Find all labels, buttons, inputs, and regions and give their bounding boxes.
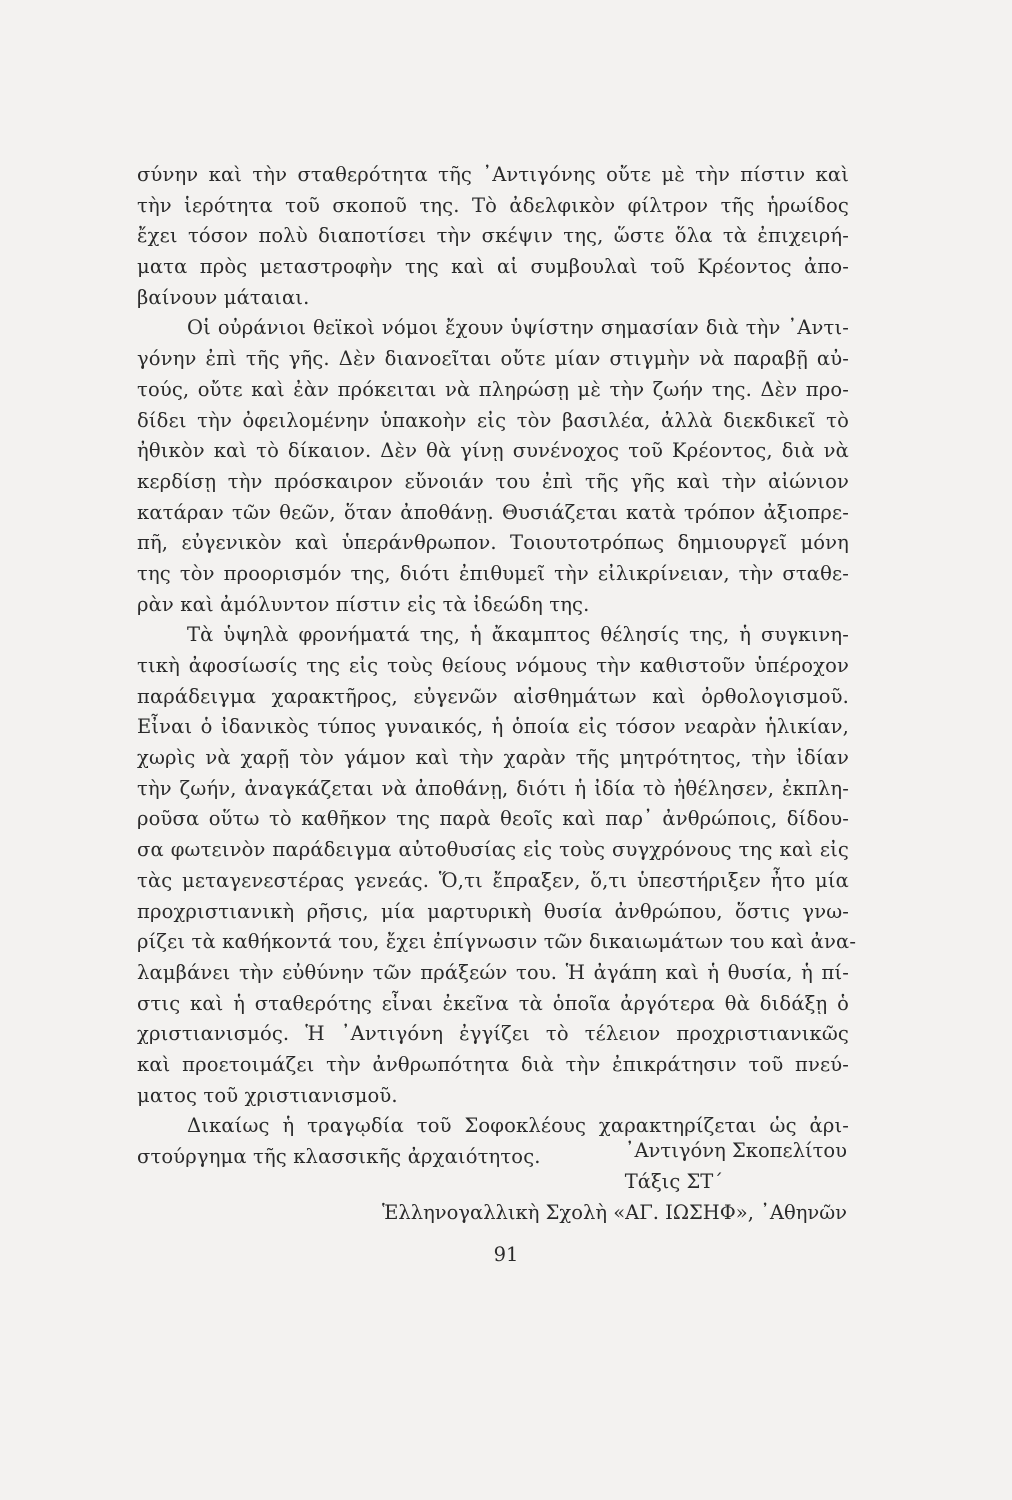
text-line: τικὴ ἀφοσίωσίς της εἰς τοὺς θείους νόμους τὴν καθιστοῦν ὑπέροχον [137, 654, 849, 677]
text-line: λαμβάνει τὴν εὐθύνην τῶν πράξεών του. Ἡ ἀγάπη καὶ ἡ θυσία, ἡ πί- [137, 960, 849, 984]
text-line: ἔχει τόσον πολὺ διαποτίσει τὴν σκέψιν της, ὥστε ὅλα τὰ ἐπιχειρή- [137, 224, 849, 248]
text-line: Οἱ οὐράνιοι θεϊκοὶ νόμοι ἔχουν ὑψίστην σημασίαν διὰ τὴν ᾿Αντι- [187, 316, 849, 340]
author-school: Ἑλληνογαλλικὴ Σχολὴ «ΑΓ. ΙΩΣΗΦ», ᾿Αθηνῶν [381, 1201, 847, 1224]
text-line: δίδει τὴν ὀφειλομένην ὑπακοὴν εἰς τὸν βασιλέα, ἀλλὰ διεκδικεῖ τὸ [137, 408, 849, 432]
text-line: γόνην ἐπὶ τῆς γῆς. Δὲν διανοεῖται οὔτε μίαν στιγμὴν νὰ παραβῇ αὐ- [137, 347, 849, 371]
text-line: παράδειγμα χαρακτῆρος, εὐγενῶν αἰσθημάτων καὶ ὀρθολογισμοῦ. [137, 684, 849, 708]
text-line: τὴν ζωήν, ἀναγκάζεται νὰ ἀποθάνῃ, διότι ἡ ἰδία τὸ ἠθέλησεν, ἐκπλη- [137, 776, 849, 800]
text-line: τὰς μεταγενεστέρας γενεάς. Ὅ,τι ἔπραξεν, ὅ,τι ὑπεστήριξεν ἦτο μία [137, 868, 849, 892]
page-number: 91 [493, 1243, 519, 1266]
text-line: πῆ, εὐγενικὸν καὶ ὑπεράνθρωπον. Τοιουτοτρόπως δημιουργεῖ μόνη [137, 531, 849, 555]
text-line: καὶ προετοιμάζει τὴν ἀνθρωπότητα διὰ τὴν ἐπικράτησιν τοῦ πνεύ- [137, 1052, 849, 1076]
text-line: χωρὶς νὰ χαρῇ τὸν γάμον καὶ τὴν χαρὰν τῆς μητρότητος, τὴν ἰδίαν [137, 746, 849, 770]
text-line: κατάραν τῶν θεῶν, ὅταν ἀποθάνῃ. Θυσιάζεται κατὰ τρόπον ἀξιοπρε- [137, 500, 849, 524]
text-line: βαίνουν μάταιαι. [137, 285, 310, 309]
text-line: χριστιανισμός. Ἡ ᾿Αντιγόνη ἐγγίζει τὸ τέλειον προχριστιανικῶς [137, 1022, 849, 1046]
text-line: κερδίσῃ τὴν πρόσκαιρον εὔνοιάν του ἐπὶ τῆς γῆς καὶ τὴν αἰώνιον [137, 469, 849, 493]
text-line: Δικαίως ἡ τραγῳδία τοῦ Σοφοκλέους χαρακτηρίζεται ὡς ἀρι- [187, 1114, 849, 1138]
signature-block [382, 1135, 847, 1228]
text-line: ματος τοῦ χριστιανισμοῦ. [137, 1083, 398, 1107]
text-line: προχριστιανικὴ ρῆσις, μία μαρτυρικὴ θυσία ἀνθρώπου, ὅστις γνω- [137, 899, 849, 923]
text-line: Τὰ ὑψηλὰ φρονήματά της, ἡ ἄκαμπτος θέλησίς της, ἡ συγκινη- [187, 623, 849, 647]
text-line: στούργημα τῆς κλασσικῆς ἀρχαιότητος. [137, 1145, 541, 1168]
text-line: της τὸν προορισμόν της, διότι ἐπιθυμεῖ τὴν εἰλικρίνειαν, τὴν σταθε- [137, 561, 849, 585]
text-line: σα φωτεινὸν παράδειγμα αὐτοθυσίας εἰς τοὺς συγχρόνους της καὶ εἰς [137, 838, 849, 862]
text-line: τὴν ἱερότητα τοῦ σκοποῦ της. Τὸ ἀδελφικὸν φίλτρον τῆς ἡρωίδος [137, 193, 849, 217]
author-name: ᾿Αντιγόνη Σκοπελίτου [624, 1139, 847, 1162]
body-text [137, 160, 857, 1173]
text-line: ἠθικὸν καὶ τὸ δίκαιον. Δὲν θὰ γίνῃ συνένοχος τοῦ Κρέοντος, διὰ νὰ [137, 439, 849, 463]
text-line: τούς, οὔτε καὶ ἐὰν πρόκειται νὰ πληρώσῃ μὲ τὴν ζωήν της. Δὲν προ- [137, 377, 849, 401]
text-line: Εἶναι ὁ ἰδανικὸς τύπος γυναικός, ἡ ὁποία εἰς τόσον νεαρὰν ἡλικίαν, [137, 715, 849, 739]
text-line: ρὰν καὶ ἀμόλυντον πίστιν εἰς τὰ ἰδεώδη της. [137, 592, 590, 616]
text-line: στις καὶ ἡ σταθερότης εἶναι ἐκεῖνα τὰ ὁποῖα ἀργότερα θὰ διδάξῃ ὁ [137, 991, 849, 1015]
text-line: ρίζει τὰ καθήκοντά του, ἔχει ἐπίγνωσιν τῶν δικαιωμάτων του καὶ ἀνα- [137, 930, 857, 954]
text-line: σύνην καὶ τὴν σταθερότητα τῆς ᾿Αντιγόνης οὔτε μὲ τὴν πίστιν καὶ [137, 163, 849, 186]
text-line: ροῦσα οὕτω τὸ καθῆκον της παρὰ θεοῖς καὶ παρ᾿ ἀνθρώποις, δίδου- [137, 807, 849, 831]
text-line: ματα πρὸς μεταστροφὴν της καὶ αἱ συμβουλαὶ τοῦ Κρέοντος ἀπο- [137, 255, 849, 279]
author-class: Τάξις ΣΤ΄ [624, 1170, 723, 1193]
